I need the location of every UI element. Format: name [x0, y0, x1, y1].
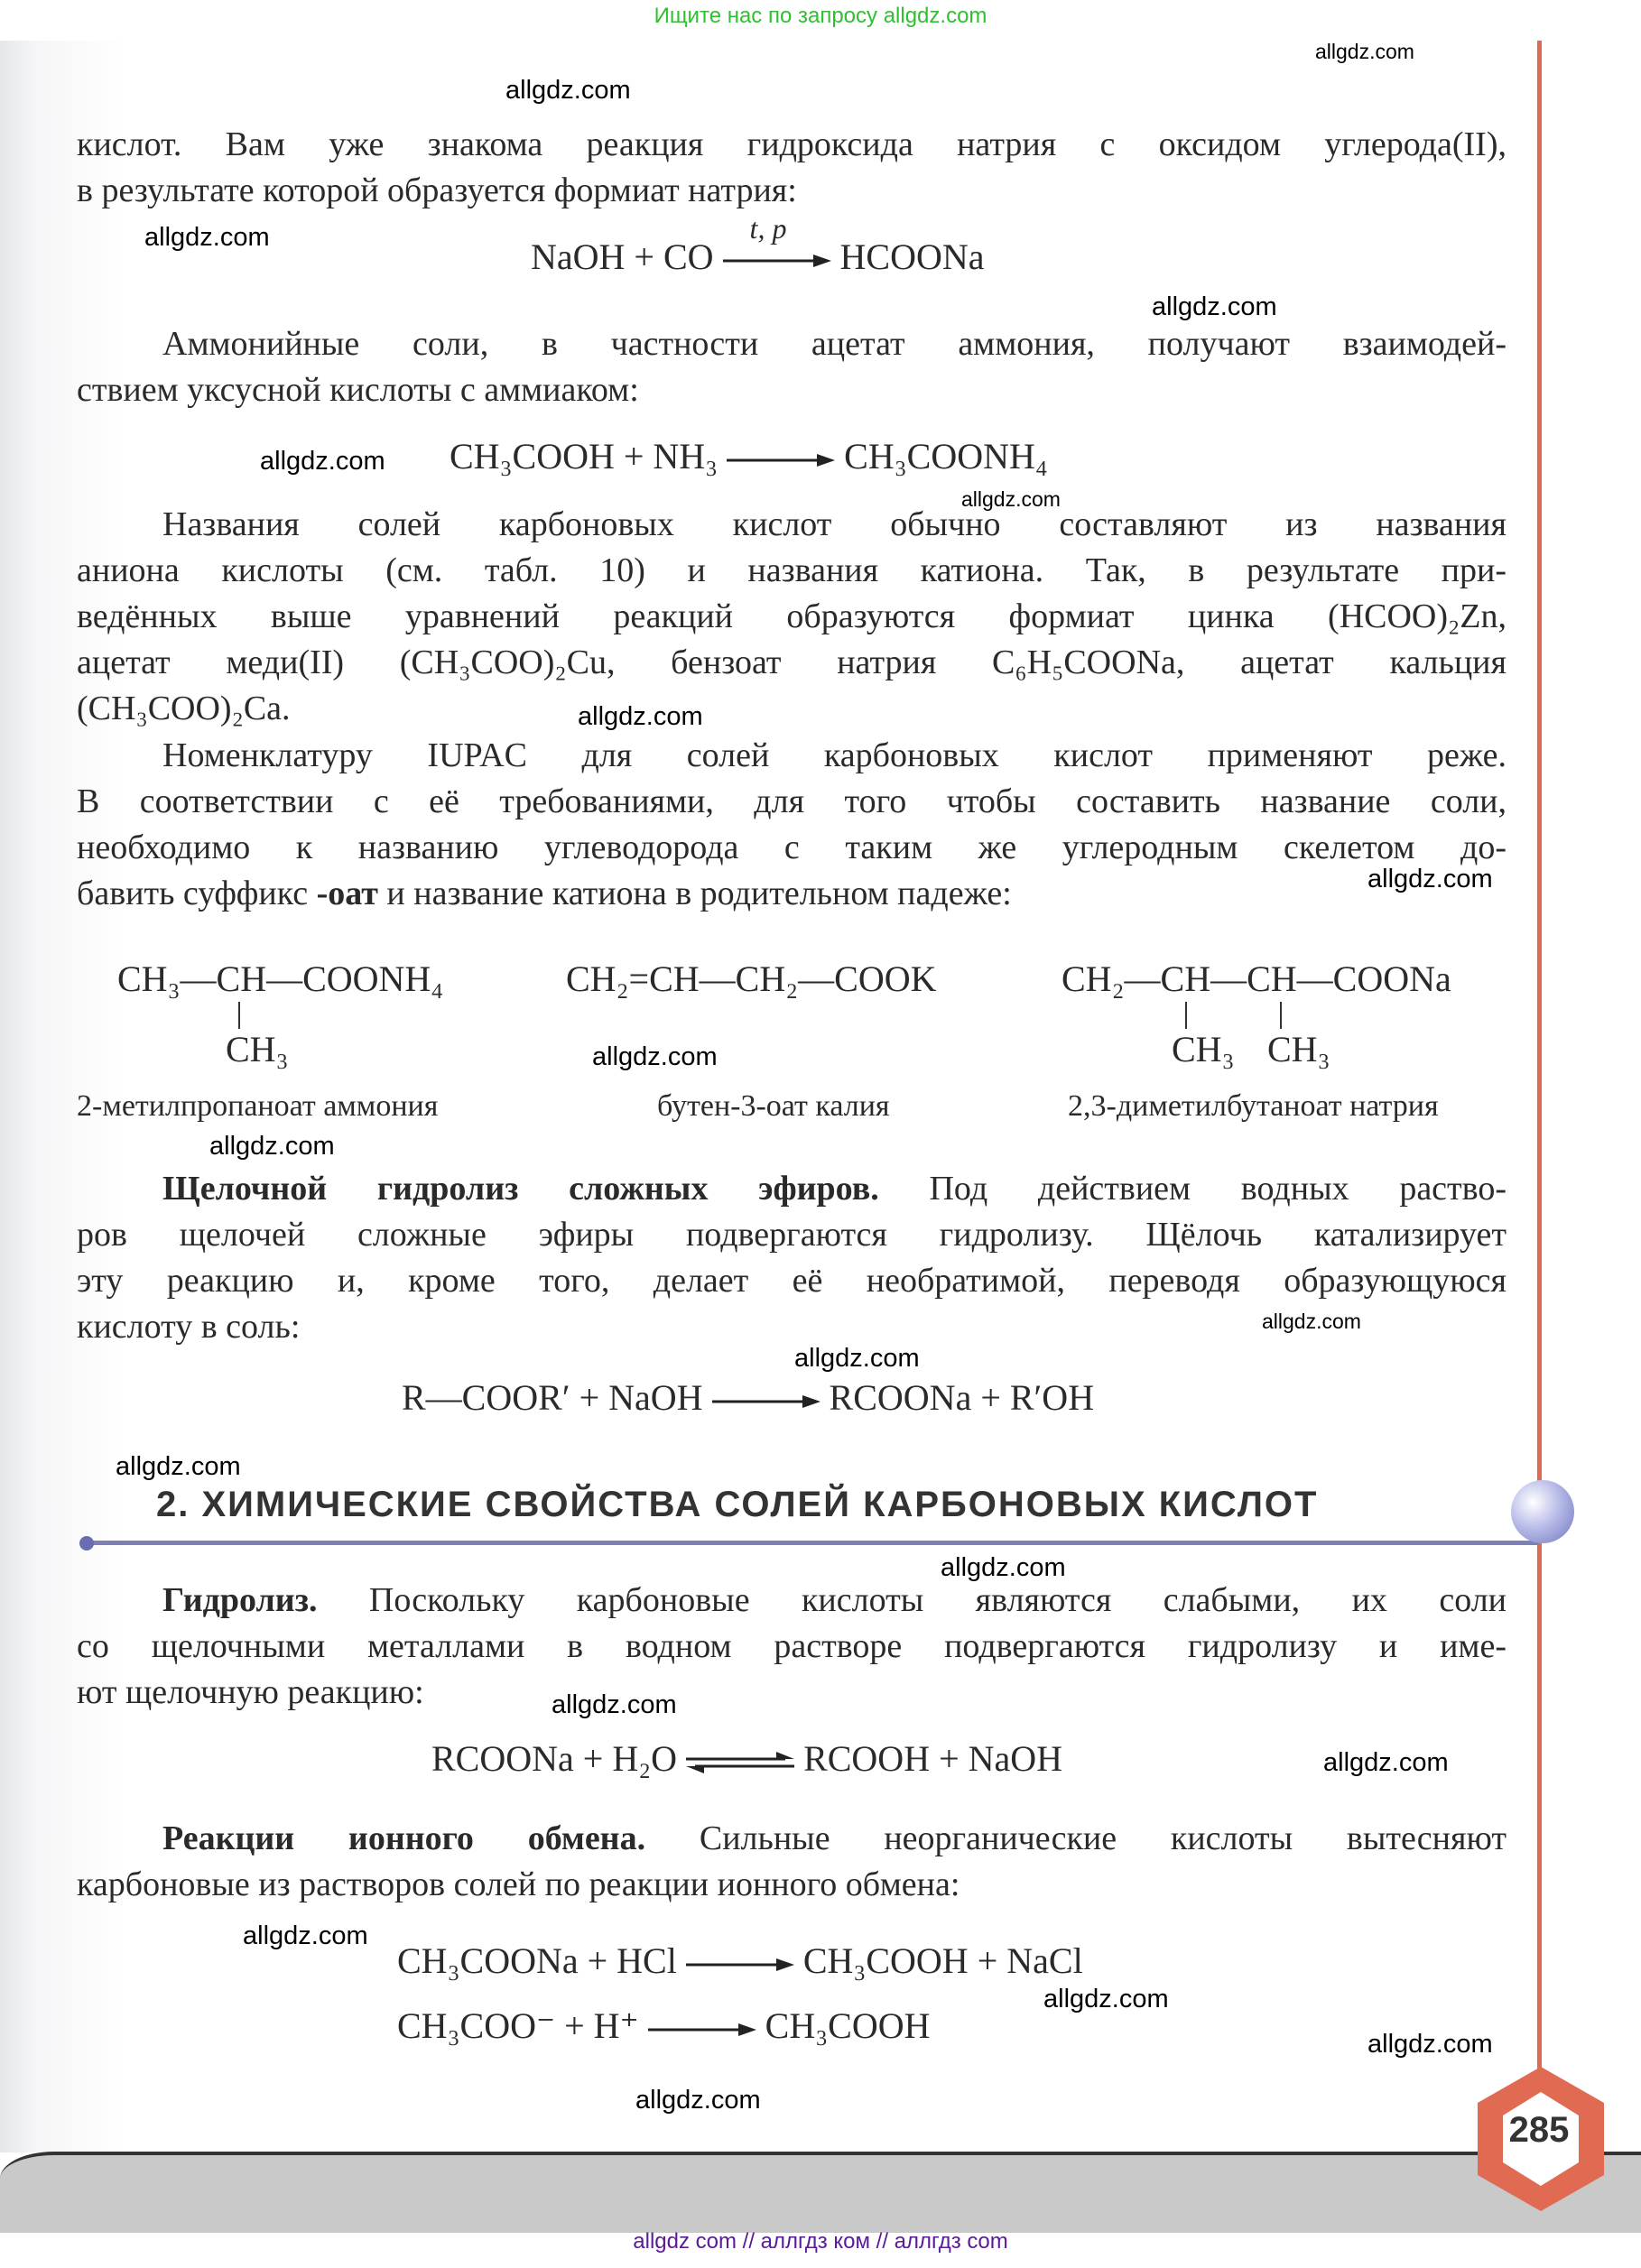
arrow-with-condition	[714, 212, 840, 280]
watermark: allgdz.com	[116, 1452, 241, 1481]
text-line: Названия солей карбоновых кислот обычно составляют из названия	[162, 505, 1507, 543]
arrow-icon	[723, 252, 831, 270]
equation-1	[531, 212, 985, 280]
text-line	[77, 871, 1507, 916]
formula-3-branch: CH₃	[1172, 1029, 1235, 1069]
text-line: в результате которой образуется формиат натрия:	[77, 171, 797, 209]
arrow-icon	[648, 2021, 756, 2039]
page-number: 285	[1508, 2110, 1570, 2150]
reaction-conditions: t, p	[749, 212, 787, 245]
text: и название катиона в родительном падеже:	[377, 875, 1012, 912]
eq-right: HCOONa	[839, 236, 985, 277]
equilibrium-arrow-icon	[686, 1752, 794, 1773]
bond-line	[1185, 1002, 1187, 1029]
text-line: ведённых выше уравнений реакций образуются формиат цинка (HCOO)₂Zn,	[77, 597, 1507, 635]
paragraph-lead-bold: Реакции ионного обмена.	[162, 1819, 646, 1857]
margin-red-line	[1537, 41, 1542, 2134]
top-banner[interactable]: Ищите нас по запросу allgdz.com	[654, 4, 987, 28]
text-line	[162, 1816, 1507, 1861]
text: Под действием водных раство-	[878, 1170, 1507, 1208]
text-line: ствием уксусной кислоты с аммиаком:	[77, 371, 639, 409]
paragraph-lead-bold: Гидролиз.	[162, 1581, 318, 1619]
text-line: карбоновые из растворов солей по реакции ионного обмена:	[77, 1865, 960, 1903]
arrow-icon	[712, 1393, 820, 1411]
eq-right: CH₃COONH₄	[844, 436, 1048, 477]
section-heading: 2. ХИМИЧЕСКИЕ СВОЙСТВА СОЛЕЙ КАРБОНОВЫХ КИСЛОТ	[156, 1485, 1319, 1524]
text-line: Аммонийные соли, в частности ацетат аммония, получают взаимодей-	[162, 325, 1507, 363]
formula-1-name: 2-метилпропаноат аммония	[77, 1089, 439, 1123]
watermark: allgdz.com	[1368, 2030, 1493, 2059]
text-line	[162, 1166, 1507, 1211]
text-line: ют щелочную реакцию:	[77, 1673, 424, 1711]
text-line: ров щелочей сложные эфиры подвергаются гидролизу. Щёлочь катализирует	[77, 1216, 1507, 1254]
paragraph-lead-bold: Щелочной гидролиз сложных эфиров.	[162, 1170, 879, 1208]
eq-left: CH₃COONa + HCl	[397, 1940, 677, 1981]
formula-3: CH₂—CH—CH—COONa	[1062, 958, 1451, 999]
eq-left: NaOH + CO	[531, 236, 714, 277]
text-line	[162, 1578, 1507, 1623]
watermark: allgdz.com	[941, 1553, 1066, 1582]
text-line: Номенклатуру IUPAC для солей карбоновых кислот применяют реже.	[162, 736, 1507, 774]
footer-links[interactable]: allgdz com // аллгдз ком // аллгдз com	[633, 2229, 1008, 2254]
watermark: allgdz.com	[1262, 1310, 1361, 1333]
watermark: allgdz.com	[578, 702, 703, 731]
eq-right: CH₃COOH	[765, 2005, 931, 2046]
eq-right: RCOONa + R′OH	[829, 1377, 1095, 1418]
watermark: allgdz.com	[1152, 292, 1277, 321]
text-line: ацетат меди(II) (CH₃COO)₂Cu, бензоат натрия C₆H₅COONa, ацетат кальция	[77, 643, 1507, 681]
bond-line	[238, 1002, 240, 1029]
arrow-icon	[686, 1956, 794, 1974]
equation-4	[431, 1736, 1062, 1782]
watermark: allgdz.com	[1043, 1985, 1169, 2013]
formula-1: CH₃—CH—COONH₄	[117, 958, 444, 999]
heading-line-dot	[79, 1536, 94, 1551]
eq-left: CH₃COOH + NH₃	[450, 436, 719, 477]
formula-3-branch: CH₃	[1267, 1029, 1330, 1069]
formula-3-name: 2,3-диметилбутаноат натрия	[1068, 1089, 1439, 1123]
bottom-gray-band	[0, 2152, 1641, 2233]
watermark: allgdz.com	[144, 223, 270, 252]
text-line: необходимо к названию углеводорода с таким же углеродным скелетом до-	[77, 829, 1507, 866]
bond-line	[1280, 1002, 1282, 1029]
equation-5	[397, 1939, 1083, 1984]
watermark: allgdz.com	[552, 1690, 677, 1719]
eq-left: CH₃COO⁻ + H⁺	[397, 2005, 639, 2046]
text-line: кислоту в соль:	[77, 1308, 301, 1346]
watermark: allgdz.com	[1368, 865, 1493, 893]
formula-1-branch: CH₃	[226, 1029, 289, 1069]
equation-3	[402, 1375, 1094, 1421]
watermark: allgdz.com	[243, 1921, 368, 1950]
watermark: allgdz.com	[209, 1132, 335, 1161]
text-line: аниона кислоты (см. табл. 10) и названия катиона. Так, в результате при-	[77, 551, 1507, 589]
text-line: (CH₃COO)₂Ca.	[77, 690, 291, 727]
decorative-ball	[1511, 1480, 1574, 1543]
watermark: allgdz.com	[1315, 40, 1414, 63]
watermark: allgdz.com	[505, 76, 631, 105]
formula-2: CH₂=CH—CH₂—COOK	[566, 958, 937, 999]
heading-underline	[86, 1541, 1539, 1545]
text-line: эту реакцию и, кроме того, делает её необратимой, переводя образующуюся	[77, 1262, 1507, 1300]
watermark: allgdz.com	[635, 2086, 761, 2115]
watermark: allgdz.com	[592, 1042, 718, 1071]
arrow-icon	[727, 451, 835, 469]
text: Сильные неорганические кислоты вытесняют	[645, 1819, 1507, 1857]
suffix-bold: -оат	[316, 875, 378, 912]
text-line: В соответствии с её требованиями, для того чтобы составить название соли,	[77, 782, 1507, 820]
watermark: allgdz.com	[260, 447, 385, 476]
watermark: allgdz.com	[961, 487, 1061, 511]
watermark: allgdz.com	[1323, 1748, 1449, 1777]
text: Поскольку карбоновые кислоты являются слабыми, их соли	[317, 1581, 1507, 1619]
eq-right: CH₃COOH + NaCl	[802, 1940, 1083, 1981]
eq-left: R—COOR′ + NaOH	[402, 1377, 703, 1418]
equation-2	[450, 434, 1048, 479]
formula-2-name: бутен-3-оат калия	[657, 1089, 890, 1123]
text: бавить суффикс	[77, 875, 317, 912]
eq-left: RCOONa + H₂O	[431, 1738, 678, 1779]
equation-6	[397, 2004, 931, 2049]
watermark: allgdz.com	[794, 1344, 920, 1373]
eq-right: RCOOH + NaOH	[803, 1738, 1063, 1779]
text-line: со щелочными металлами в водном растворе подвергаются гидролизу и име-	[77, 1627, 1507, 1665]
text-line: кислот. Вам уже знакома реакция гидроксида натрия с оксидом углерода(II),	[77, 125, 1507, 163]
